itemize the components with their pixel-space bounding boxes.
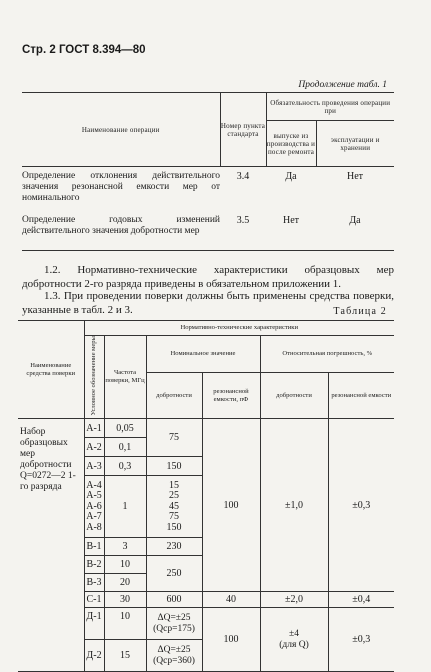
t2-cell-q: ΔQ=±25 (Qср=360) <box>146 640 202 672</box>
t2-cell-eq: ±4 (для Q) <box>260 608 328 672</box>
t2-cell-freq: 10 <box>104 608 146 640</box>
table-continuation-label: Продолжение табл. 1 <box>298 80 387 90</box>
table-1 <box>22 92 394 251</box>
t2-cell-symbol: В-2 <box>84 556 104 574</box>
t1-cell-operation: Определение годовых изменений действительного значения добротности мер <box>22 211 220 251</box>
t1-header-point: Номер пункта стандарта <box>220 93 266 167</box>
paragraph-1-3: 1.3. При проведении поверки должны быть применены средства поверки, указанные в табл. 2 и 3. <box>22 290 394 316</box>
t2-cell-symbol: А-2 <box>84 438 104 457</box>
t2-row <box>18 419 394 438</box>
page-header: Стр. 2 ГОСТ 8.394—80 <box>22 44 146 56</box>
t1-cell-point: 3.4 <box>236 171 250 182</box>
t2-header-symbol: Условное обозначение меры <box>84 336 104 419</box>
t2-cell-symbol: А-4 А-5 А-6 А-7 А-8 <box>84 476 104 538</box>
t2-cell-symbol: А-1 <box>84 419 104 438</box>
t2-cell-q: 250 <box>146 556 202 592</box>
t2-cell-q: 230 <box>146 538 202 556</box>
t2-cell-freq: 15 <box>104 640 146 672</box>
t2-cell-symbol: В-3 <box>84 574 104 592</box>
t2-cell-eq: ±2,0 <box>260 592 328 608</box>
t2-cell-symbol: В-1 <box>84 538 104 556</box>
t2-cell-symbol: Д-2 <box>84 640 104 672</box>
t1-header-operation: Наименование операции <box>22 93 220 167</box>
t2-cell-ec: ±0,3 <box>328 608 394 672</box>
t1-row <box>22 211 394 251</box>
t2-header-eq: добротности <box>260 373 328 419</box>
t1-header-mandatory: Обязательность проведения операции при <box>266 93 394 121</box>
t1-cell-release: Нет <box>266 211 316 251</box>
t2-cell-q: 150 <box>146 457 202 476</box>
t2-header-ec: резонансной емкости <box>328 373 394 419</box>
t1-cell-release: Да <box>285 171 297 182</box>
table-2 <box>18 320 394 672</box>
paragraph-1-2: 1.2. Нормативно-технические характеристики образцовых мер добротности 2-го разряда приведены в обязательном приложении 1. <box>22 264 394 290</box>
t2-cell-freq: 10 <box>104 556 146 574</box>
t2-cell-freq: 20 <box>104 574 146 592</box>
t2-cell-freq: 30 <box>104 592 146 608</box>
t2-header-name: Наименование средства поверки <box>18 321 84 419</box>
t2-header-c: резонансной емкости, пФ <box>202 373 260 419</box>
t2-header-error: Относительная погрешность, % <box>260 336 394 373</box>
t2-header-nominal: Номинальное значение <box>146 336 260 373</box>
t1-cell-operation: Определение отклонения действительного значения резонансной емкости мер от номинального <box>22 171 220 203</box>
t1-cell-point: 3.5 <box>220 211 266 251</box>
t2-cell-symbol: Д-1 <box>84 608 104 640</box>
t1-header-service: эксплуатации и хранении <box>316 121 394 167</box>
t2-cell-eq: ±1,0 <box>260 419 328 592</box>
t1-cell-service: Да <box>316 211 394 251</box>
t2-cell-c: 100 <box>202 419 260 592</box>
table-2-label: Таблица 2 <box>333 306 387 317</box>
t2-cell-q: 75 <box>146 419 202 457</box>
t2-cell-q: 15 25 45 75 150 <box>146 476 202 538</box>
t2-cell-symbol: С-1 <box>84 592 104 608</box>
t2-cell-q: 600 <box>146 592 202 608</box>
t2-cell-c: 40 <box>202 592 260 608</box>
t1-row <box>22 167 394 211</box>
t2-cell-freq: 3 <box>104 538 146 556</box>
t1-header-release: выпуске из производства и после ремонта <box>266 121 316 167</box>
t2-cell-symbol: А-3 <box>84 457 104 476</box>
t2-cell-freq: 0,1 <box>104 438 146 457</box>
t2-cell-freq: 0,05 <box>104 419 146 438</box>
t2-cell-freq: 1 <box>104 476 146 538</box>
t2-cell-ec: ±0,3 <box>328 419 394 592</box>
t2-header-freq: Частота поверки, МГц <box>104 336 146 419</box>
t2-cell-ec: ±0,4 <box>328 592 394 608</box>
t2-cell-freq: 0,3 <box>104 457 146 476</box>
t2-cell-name: Набор образцовых мер добротности Q=0272—2 1-го разряда <box>18 419 84 672</box>
t2-header-ntc: Нормативно-технические характеристики <box>84 321 394 336</box>
t2-cell-q: ΔQ=±25 (Qср=175) <box>146 608 202 640</box>
t1-cell-service: Нет <box>346 171 364 182</box>
t2-header-q: добротности <box>146 373 202 419</box>
t2-cell-c: 100 <box>202 608 260 672</box>
